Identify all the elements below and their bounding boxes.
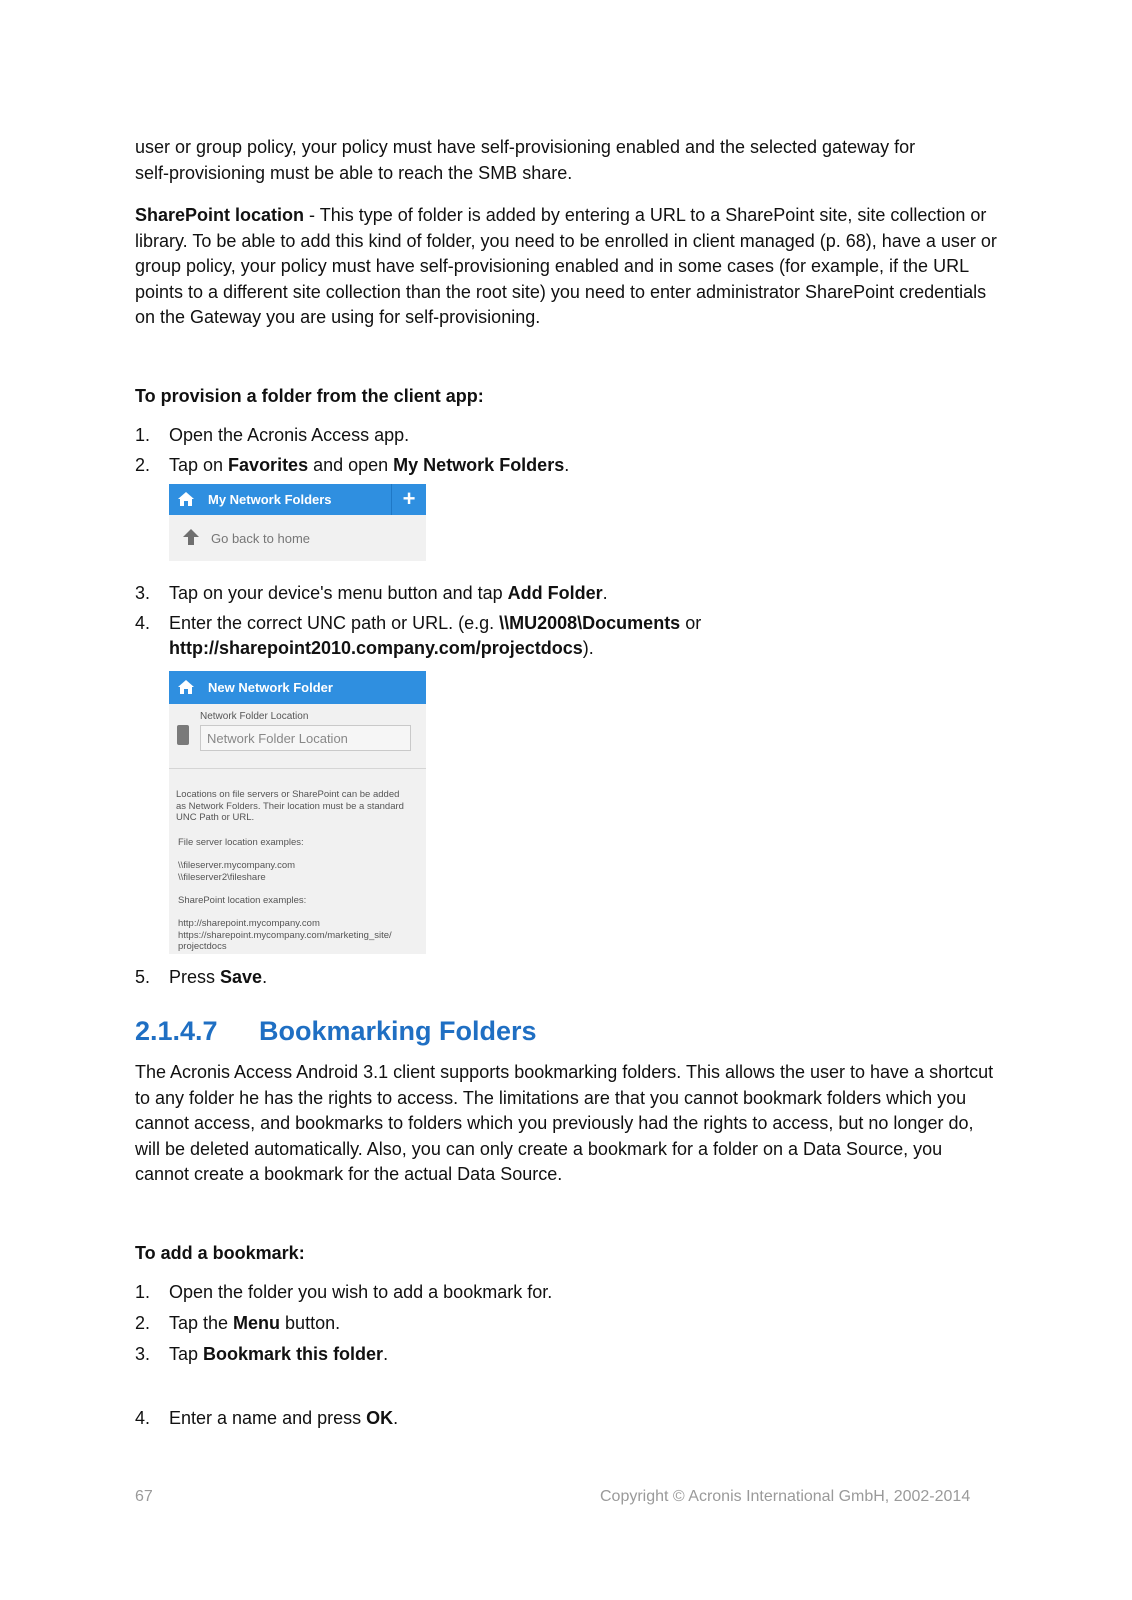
step-text: Press Save.	[169, 967, 268, 987]
copyright-notice: Copyright © Acronis International GmbH, 2002-2014	[600, 1488, 971, 1505]
new-network-folder-screenshot	[169, 671, 426, 954]
home-icon	[178, 492, 194, 506]
up-arrow-icon	[182, 528, 200, 546]
app-bar-title: My Network Folders	[208, 492, 332, 507]
bookmark-heading: To add a bookmark:	[135, 1243, 305, 1263]
bookmarking-paragraph: The Acronis Access Android 3.1 client supports bookmarking folders. This allows the user to have a shortcut to any folder he has the rights to access. The limitations are that you cannot bookmark folders which you cannot access, and bookmarks to folders which you previously had the rights to access, but no longer do, will be deleted automatically. Also, you can only create a bookmark for a folder on a Data Source, you cannot create a bookmark for the actual Data Source.	[135, 1062, 994, 1184]
step-number: 2.	[135, 1313, 151, 1333]
step-number: 2.	[135, 455, 151, 475]
sharepoint-examples: http://sharepoint.mycompany.com https://sharepoint.mycompany.com/marketing_site/ projectdocs	[178, 918, 392, 952]
menu-term: Menu	[233, 1313, 281, 1333]
app-bar	[169, 484, 426, 515]
intro-line-2: self-provisioning must be able to reach the SMB share.	[135, 162, 573, 183]
step-number: 3.	[135, 583, 151, 603]
save-term: Save	[220, 967, 263, 987]
provision-heading: To provision a folder from the client app:	[135, 386, 484, 406]
step-text: Open the Acronis Access app.	[169, 425, 410, 445]
home-icon	[178, 680, 194, 694]
add-folder-term: Add Folder	[507, 583, 603, 603]
go-back-home-link[interactable]: Go back to home	[211, 531, 310, 546]
sharepoint-paragraph	[135, 203, 1000, 331]
step-text: Tap the Menu button.	[169, 1313, 341, 1333]
step-text: Open the folder you wish to add a bookmark for.	[169, 1282, 553, 1302]
sharepoint-examples-heading: SharePoint location examples:	[178, 895, 307, 906]
section-title: Bookmarking Folders	[259, 1016, 537, 1046]
ok-term: OK	[366, 1408, 394, 1428]
bookmark-this-folder-term: Bookmark this folder	[203, 1344, 384, 1364]
app-bar	[169, 671, 426, 704]
step-text: Tap on your device's menu button and tap Add Folder.	[169, 583, 608, 603]
step-number: 3.	[135, 1344, 151, 1364]
step-text: Tap Bookmark this folder.	[169, 1344, 389, 1364]
intro-paragraph	[135, 135, 1000, 186]
unc-example: \\MU2008\Documents	[499, 613, 681, 633]
file-server-examples: \\fileserver.mycompany.com \\fileserver2\fileshare	[178, 860, 296, 883]
file-server-examples-heading: File server location examples:	[178, 837, 304, 848]
step-text: Enter the correct UNC path or URL. (e.g. \\MU2008\Documents or http://sharepoint2010.company.com/projectdocs).	[169, 613, 702, 658]
step-text: Tap on Favorites and open My Network Folders.	[169, 455, 570, 475]
sharepoint-term: SharePoint location	[135, 205, 305, 225]
sharepoint-text: - This type of folder is added by entering a URL to a SharePoint site, site collection or library. To be able to add this kind of folder, you need to be enrolled in client managed (p. 68), have a user or group policy, your policy must have self-provisioning enabled and in some cases (for example, if the URL points to a different site collection than the root site) you need to enter administrator SharePoint credentials on the Gateway you are using for self-provisioning.	[135, 205, 997, 327]
step-number: 4.	[135, 1408, 151, 1428]
step-number: 1.	[135, 1282, 151, 1302]
page-number: 67	[135, 1488, 153, 1505]
network-folder-location-input[interactable]: Network Folder Location	[200, 725, 411, 751]
divider	[169, 768, 426, 769]
url-example: http://sharepoint2010.company.com/projectdocs	[169, 638, 583, 658]
intro-line-1: user or group policy, your policy must have self-provisioning enabled and the selected gateway for	[135, 137, 916, 157]
step-text: Enter a name and press OK.	[169, 1408, 399, 1428]
section-heading	[135, 1016, 537, 1047]
app-bar-title: New Network Folder	[208, 680, 333, 695]
add-folder-button[interactable]: +	[391, 484, 426, 515]
my-network-folders-term: My Network Folders	[393, 455, 565, 475]
step-number: 4.	[135, 613, 151, 633]
server-icon	[177, 725, 189, 745]
help-intro: Locations on file servers or SharePoint can be added as Network Folders. Their location must be a standard UNC Path or URL.	[176, 789, 404, 823]
section-number: 2.1.4.7	[135, 1016, 218, 1046]
step-number: 5.	[135, 967, 151, 987]
step-number: 1.	[135, 425, 151, 445]
field-label: Network Folder Location	[200, 711, 309, 722]
my-network-folders-screenshot	[169, 484, 426, 561]
favorites-term: Favorites	[228, 455, 309, 475]
